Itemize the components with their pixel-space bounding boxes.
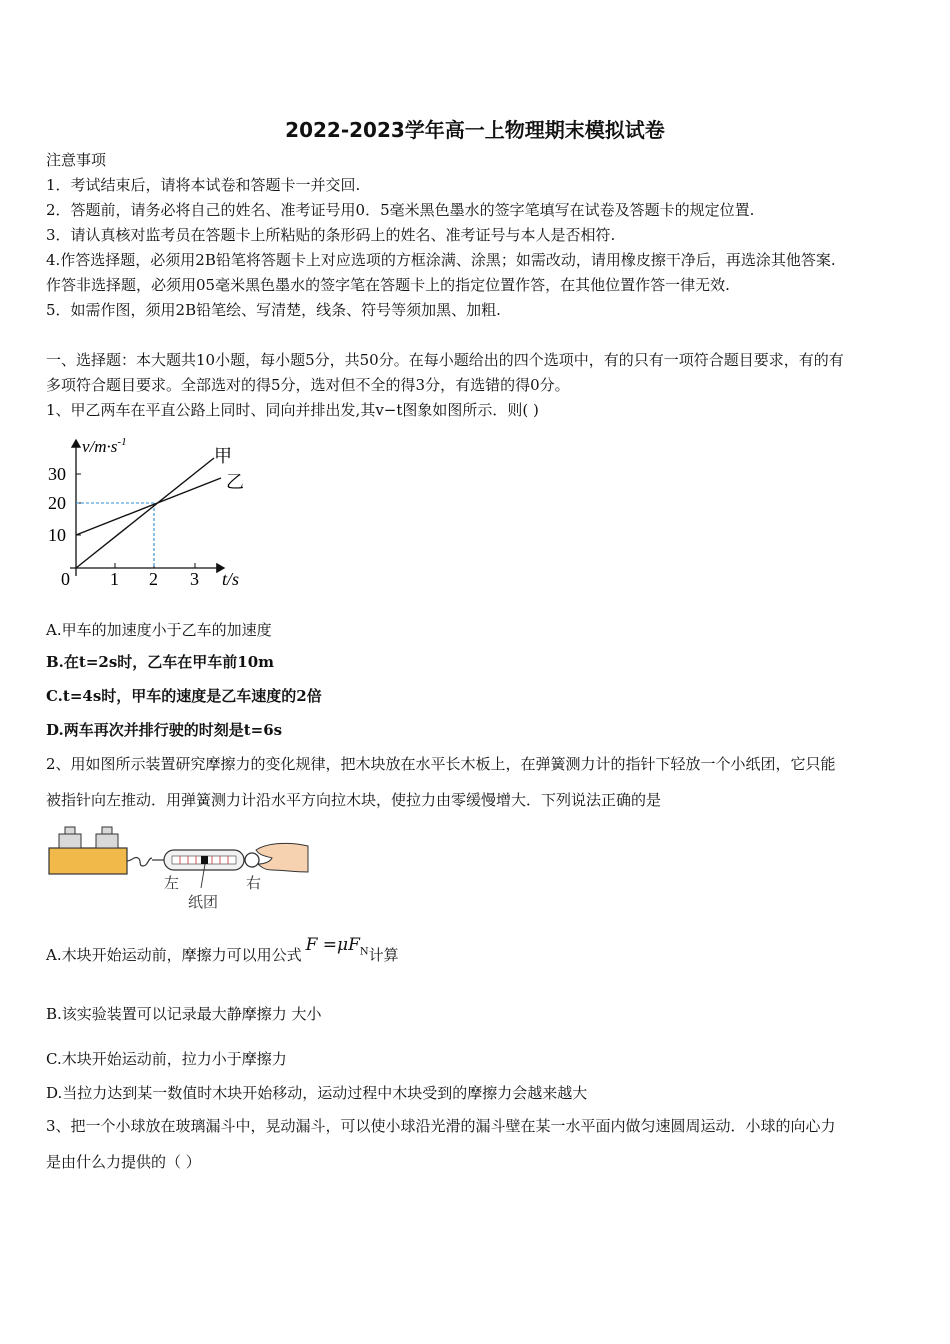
q2-option-a: A.木块开始运动前，摩擦力可以用公式 $F =\mu F_N$计算 bbox=[46, 935, 399, 964]
notice-item: 2．答题前，请务必将自己的姓名、准考证号用0．5毫米黑色墨水的签字笔填写在试卷及答题卡的规定位置. bbox=[46, 201, 755, 219]
q1-vt-graph bbox=[46, 430, 256, 595]
weight bbox=[96, 834, 118, 848]
line-yi bbox=[76, 478, 221, 535]
q1-option-c: C.t=4s时，甲车的速度是乙车速度的2倍 bbox=[46, 687, 322, 705]
notice-item: 1．考试结束后，请将本试卷和答题卡一并交回. bbox=[46, 176, 361, 194]
y-tick-label: 20 bbox=[48, 493, 66, 513]
weight bbox=[59, 834, 81, 848]
x-tick-label: 3 bbox=[190, 569, 199, 589]
line-jia-label: 甲 bbox=[214, 446, 232, 466]
q1-option-a: A.甲车的加速度小于乙车的加速度 bbox=[46, 621, 272, 639]
q2-option-b: B.该实验装置可以记录最大静摩擦力 大小 bbox=[46, 1005, 322, 1023]
q2-option-d: D.当拉力达到某一数值时木块开始移动，运动过程中木块受到的摩擦力会越来越大 bbox=[46, 1084, 588, 1102]
label-left: 左 bbox=[164, 876, 180, 892]
x-tick-label: 1 bbox=[110, 569, 119, 589]
q3-stem: 3、把一个小球放在玻璃漏斗中，晃动漏斗，可以使小球沿光滑的漏斗壁在某一水平面内做匀速圆周运动．小球的向心力 bbox=[46, 1117, 836, 1135]
notice-item: 5．如需作图，须用2B铅笔绘、写清楚，线条、符号等须加黑、加粗. bbox=[46, 301, 501, 319]
wooden-block bbox=[49, 848, 127, 874]
page-title: 2022-2023学年高一上物理期末模拟试卷 bbox=[285, 118, 665, 142]
label-right: 右 bbox=[246, 876, 262, 892]
y-axis-label: $v/m\cdot s^{-1}$ bbox=[82, 436, 127, 456]
label-paper: 纸团 bbox=[188, 895, 219, 911]
q2-stem: 2、用如图所示装置研究摩擦力的变化规律，把木块放在水平长木板上，在弹簧测力计的指针下轻放一个小纸团，它只能 bbox=[46, 755, 836, 773]
y-tick-label: 10 bbox=[48, 525, 66, 545]
q2-stem-cont: 被指针向左推动．用弹簧测力计沿水平方向拉木块，使拉力由零缓慢增大．下列说法正确的是 bbox=[46, 791, 662, 809]
notice-item: 4.作答选择题，必须用2B铅笔将答题卡上对应选项的方框涂满、涂黑；如需改动，请用橡皮擦干净后，再选涂其他答案. bbox=[46, 251, 836, 269]
x-axis-label: t/s bbox=[222, 569, 240, 589]
q1-stem: 1、甲乙两车在平直公路上同时、同向并排出发,其v−t图象如图所示．则( ) bbox=[46, 401, 539, 419]
section-instructions: 一、选择题：本大题共10小题，每小题5分，共50分。在每小题给出的四个选项中，有的只有一项符合题目要求，有的有 bbox=[46, 351, 844, 369]
hand-icon bbox=[256, 843, 308, 872]
q1-option-b: B.在t=2s时，乙车在甲车前10m bbox=[46, 653, 275, 671]
section-instructions-cont: 多项符合题目要求。全部选对的得5分，选对但不全的得3分，有选错的得0分。 bbox=[46, 376, 570, 394]
y-tick-label: 30 bbox=[48, 464, 66, 484]
q3-stem-cont: 是由什么力提供的（ ） bbox=[46, 1153, 201, 1171]
q1-option-d: D.两车再次并排行驶的时刻是t=6s bbox=[46, 721, 283, 739]
q2-option-c: C.木块开始运动前，拉力小于摩擦力 bbox=[46, 1050, 287, 1068]
notice-item: 3．请认真核对监考员在答题卡上所粘贴的条形码上的姓名、准考证号与本人是否相符. bbox=[46, 226, 616, 244]
q2-apparatus-figure bbox=[46, 820, 316, 915]
friction-formula: $F =\mu F_N$ bbox=[305, 935, 369, 958]
x-tick-label: 2 bbox=[149, 569, 158, 589]
notice-item: 作答非选择题，必须用05毫米黑色墨水的签字笔在答题卡上的指定位置作答，在其他位置作答一律无效. bbox=[46, 276, 730, 294]
line-jia bbox=[76, 458, 214, 568]
paper-ball bbox=[201, 856, 208, 864]
notice-heading: 注意事项 bbox=[46, 151, 107, 169]
line-yi-label: 乙 bbox=[226, 472, 244, 492]
origin-label: 0 bbox=[61, 569, 70, 589]
